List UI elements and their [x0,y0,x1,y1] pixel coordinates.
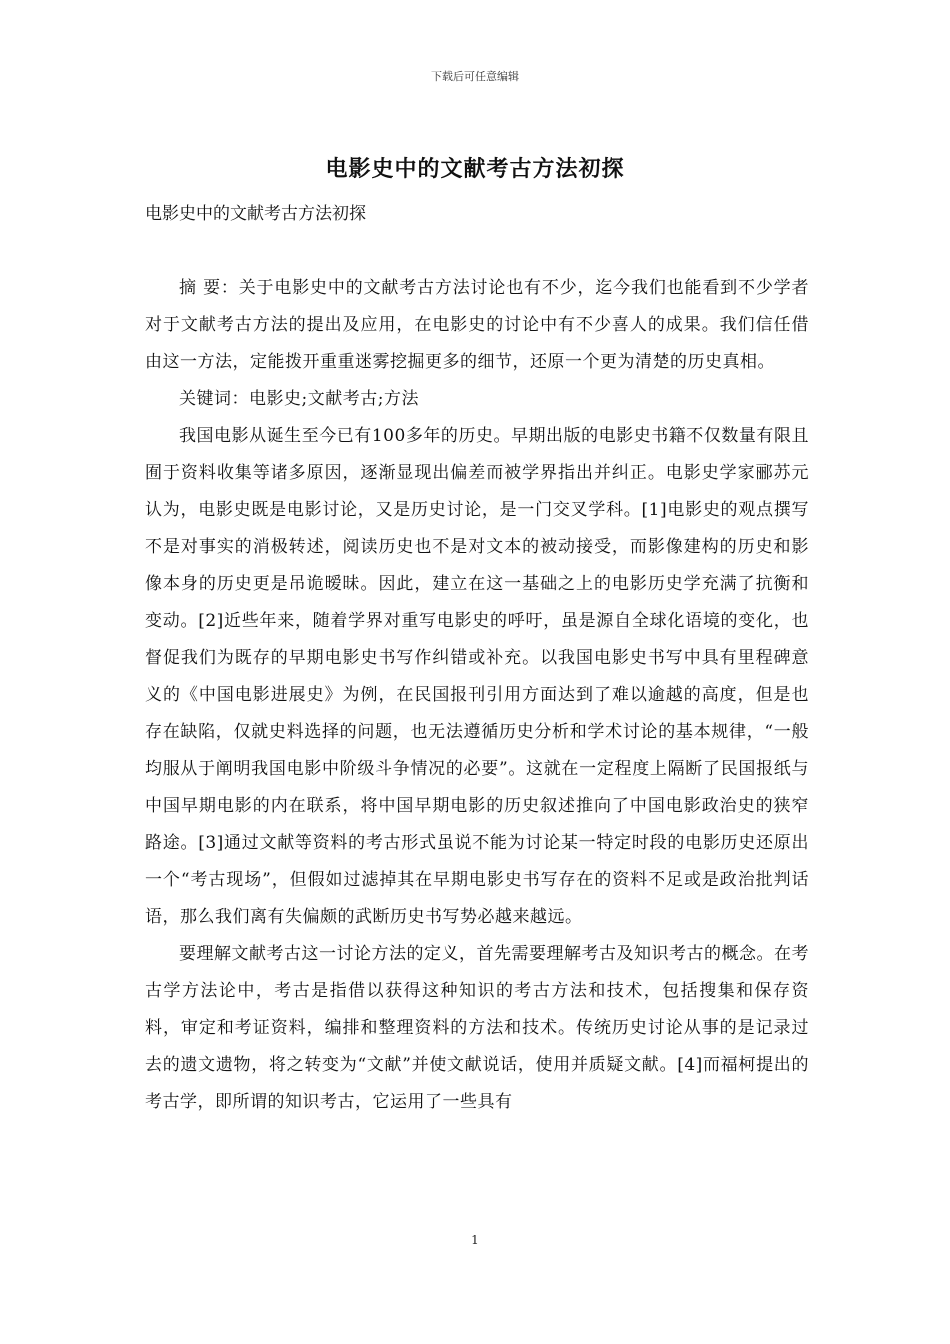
body-paragraph-1: 我国电影从诞生至今已有100多年的历史。早期出版的电影史书籍不仅数量有限且囿于资料收集等诸多原因，逐渐显现出偏差而被学界指出并纠正。电影史学家郦苏元认为，电影史既是电影讨论，又是历史讨论，是一门交叉学科。[1]电影史的观点撰写不是对事实的消极转述，阅读历史也不是对文本的被动接受，而影像建构的历史和影像本身的历史更是吊诡暧昧。因此，建立在这一基础之上的电影历史学充满了抗衡和变动。[2]近些年来，随着学界对重写电影史的呼吁，虽是源自全球化语境的变化，也督促我们为既存的早期电影史书写作纠错或补充。以我国电影史书写中具有里程碑意义的《中国电影进展史》为例，在民国报刊引用方面达到了难以逾越的高度，但是也存在缺陷，仅就史料选择的问题，也无法遵循历史分析和学术讨论的基本规律，“一般均服从于阐明我国电影中阶级斗争情况的必要”。这就在一定程度上隔断了民国报纸与中国早期电影的内在联系，将中国早期电影的历史叙述推向了中国电影政治史的狭窄路途。[3]通过文献等资料的考古形式虽说不能为讨论某一特定时段的电影历史还原出一个“考古现场”，但假如过滤掉其在早期电影史书写存在的资料不足或是政治批判话语，那么我们离有失偏颇的武断历史书写势必越来越远。 [145,426,809,927]
keywords-paragraph: 关键词：电影史;文献考古;方法 [179,389,419,409]
body-paragraph-2: 要理解文献考古这一讨论方法的定义，首先需要理解考古及知识考古的概念。在考古学方法论中，考古是指借以获得这种知识的考古方法和技术，包括搜集和保存资料，审定和考证资料，编排和整理资料的方法和技术。传统历史讨论从事的是记录过去的遗文遗物，将之转变为“文献”并使文献说话，使用并质疑文献。[4]而福柯提出的考古学，即所谓的知识考古，它运用了一些具有 [145,944,809,1112]
abstract-paragraph: 摘 要：关于电影史中的文献考古方法讨论也有不少，迄今我们也能看到不少学者对于文献考古方法的提出及应用，在电影史的讨论中有不少喜人的成果。我们信任借由这一方法，定能拨开重重迷雾挖掘更多的细节，还原一个更为清楚的历史真相。 [145,278,809,372]
document-title: 电影史中的文献考古方法初探 [325,156,625,182]
blank-line [145,233,809,270]
document-subtitle: 电影史中的文献考古方法初探 [145,204,366,224]
header-note: 下载后可任意编辑 [431,70,519,83]
document-body [145,196,809,1121]
page-number: 1 [471,1233,479,1247]
